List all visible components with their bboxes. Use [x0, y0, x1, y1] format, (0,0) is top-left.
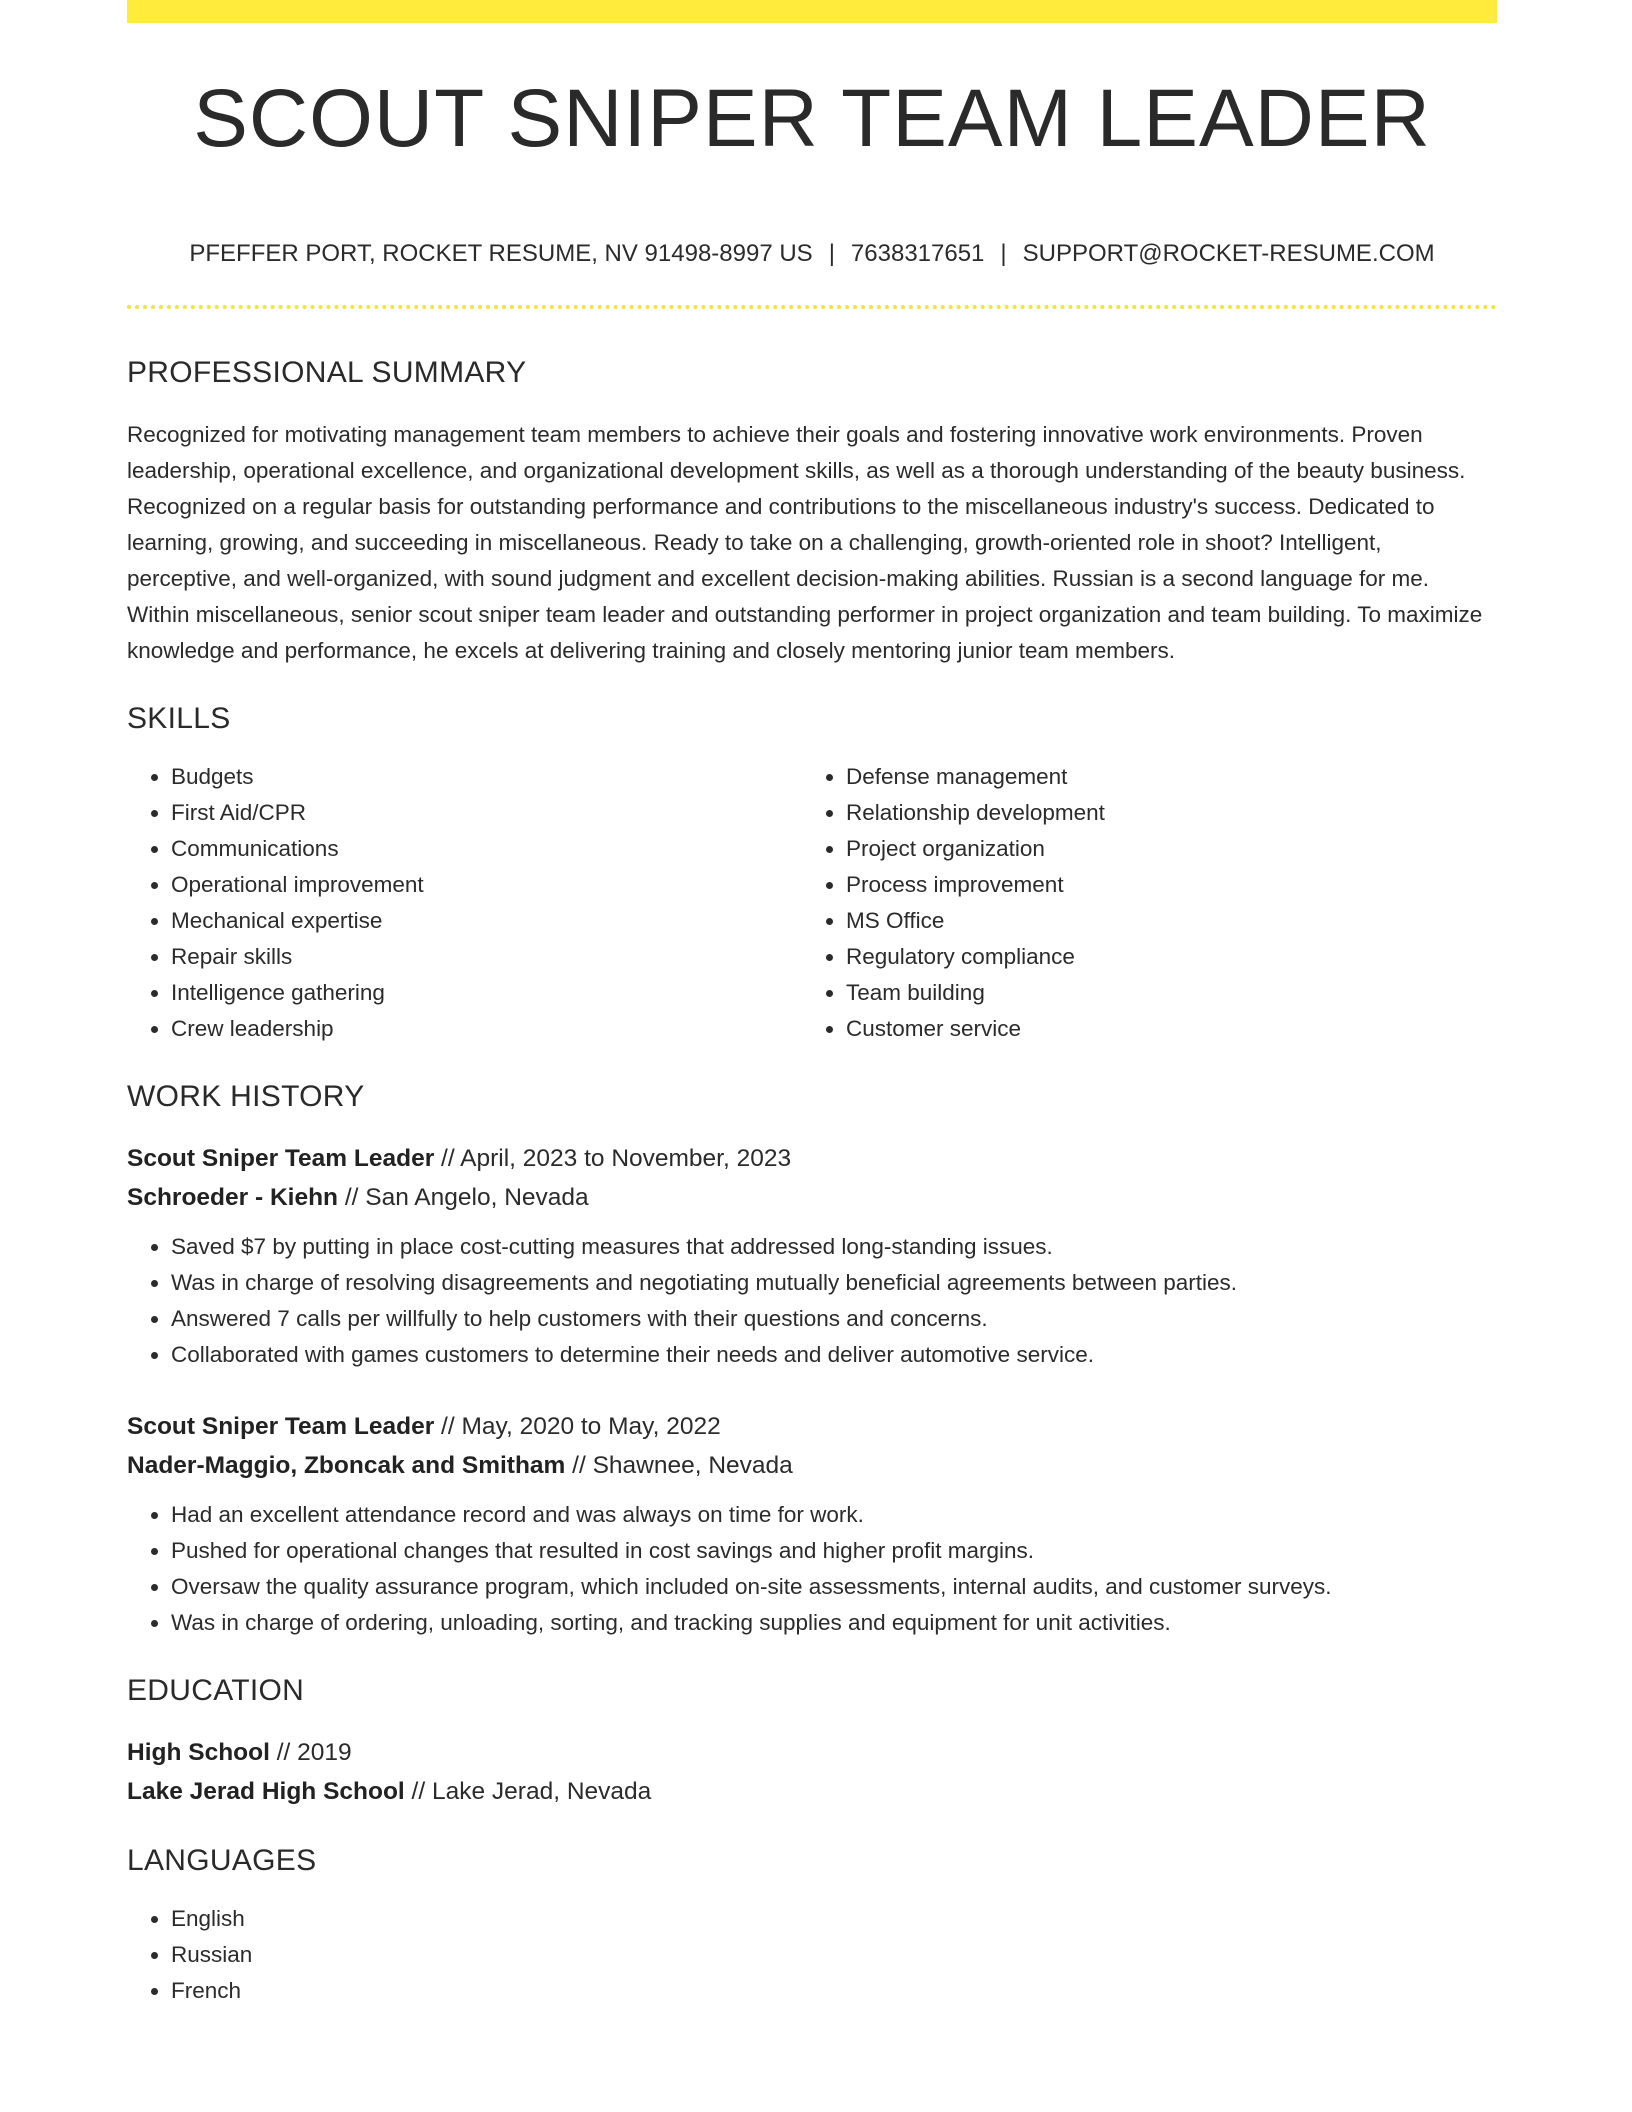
skill-item: • Defense management	[846, 759, 1477, 795]
resume-body	[127, 355, 1497, 2009]
skill-item: • MS Office	[846, 903, 1477, 939]
language-item: • Russian	[171, 1937, 1497, 1973]
skill-item: • Mechanical expertise	[171, 903, 802, 939]
skill-item: • Relationship development	[846, 795, 1477, 831]
job-dates: April, 2023 to November, 2023	[460, 1145, 792, 1172]
work-heading: WORK HISTORY	[127, 1080, 365, 1113]
skills-list-left	[127, 759, 802, 1047]
skill-item: • Repair skills	[171, 939, 802, 975]
job-divider: //	[434, 1145, 461, 1172]
dotted-divider	[127, 305, 1497, 309]
languages-heading: LANGUAGES	[127, 1844, 317, 1877]
job-bullets	[127, 1229, 1497, 1373]
job-location: Shawnee, Nevada	[592, 1452, 793, 1479]
job-bullet: • Answered 7 calls per willfully to help customers with their questions and concerns.	[171, 1301, 1497, 1337]
job-company-line	[127, 1178, 1497, 1217]
skill-item: • Process improvement	[846, 867, 1477, 903]
candidate-name: SCOUT SNIPER TEAM LEADER	[193, 73, 1431, 164]
skill-item: • Regulatory compliance	[846, 939, 1477, 975]
education-heading: EDUCATION	[127, 1674, 305, 1707]
job-location: San Angelo, Nevada	[365, 1184, 589, 1211]
education-divider: //	[269, 1739, 298, 1766]
skill-item: • First Aid/CPR	[171, 795, 802, 831]
education-degree: High School	[127, 1739, 270, 1766]
job-dates: May, 2020 to May, 2022	[461, 1413, 721, 1440]
education-location: Lake Jerad, Nevada	[431, 1778, 652, 1805]
job-bullet: • Had an excellent attendance record and was always on time for work.	[171, 1497, 1497, 1533]
skills-list-right	[802, 759, 1477, 1047]
job-divider: //	[338, 1184, 366, 1211]
job-title-line	[127, 1407, 1497, 1446]
summary-section	[127, 355, 1497, 669]
contact-email: SUPPORT@ROCKET-RESUME.COM	[1022, 240, 1435, 267]
job-entry	[127, 1407, 1497, 1641]
skill-item: • Operational improvement	[171, 867, 802, 903]
job-divider: //	[565, 1452, 593, 1479]
skills-columns	[127, 759, 1497, 1047]
language-item: • English	[171, 1901, 1497, 1937]
job-divider: //	[434, 1413, 462, 1440]
education-school: Lake Jerad High School	[127, 1778, 405, 1805]
education-school-line	[127, 1772, 1497, 1811]
education-section	[127, 1673, 1497, 1811]
skill-item: • Team building	[846, 975, 1477, 1011]
education-year: 2019	[297, 1739, 352, 1766]
job-entry	[127, 1139, 1497, 1373]
job-company: Schroeder - Kiehn	[127, 1184, 339, 1211]
job-bullet: • Saved $7 by putting in place cost-cutting measures that addressed long-standing issues.	[171, 1229, 1497, 1265]
work-section	[127, 1079, 1497, 1641]
skill-item: • Customer service	[846, 1011, 1477, 1047]
job-bullet: • Was in charge of ordering, unloading, sorting, and tracking supplies and equipment for unit activities.	[171, 1605, 1497, 1641]
job-bullet: • Pushed for operational changes that resulted in cost savings and higher profit margins.	[171, 1533, 1497, 1569]
skills-heading: SKILLS	[127, 702, 231, 735]
education-entry	[127, 1733, 1497, 1811]
accent-top-bar	[127, 0, 1497, 23]
skill-item: • Intelligence gathering	[171, 975, 802, 1011]
language-item: • French	[171, 1973, 1497, 2009]
job-title-line	[127, 1139, 1497, 1178]
job-bullet: • Was in charge of resolving disagreements and negotiating mutually beneficial agreements between parties.	[171, 1265, 1497, 1301]
contact-address: PFEFFER PORT, ROCKET RESUME, NV 91498-8997 US	[189, 240, 813, 267]
job-bullet: • Oversaw the quality assurance program, which included on-site assessments, internal audits, and customer surveys.	[171, 1569, 1497, 1605]
skill-item: • Crew leadership	[171, 1011, 802, 1047]
education-divider: //	[404, 1778, 432, 1805]
job-title: Scout Sniper Team Leader	[127, 1413, 435, 1440]
summary-text: Recognized for motivating management team members to achieve their goals and fostering innovative work environments. Proven leadership, operational excellence, and organizational development skills, as well as a thorough understanding of the beauty business. Recognized on a regular basis for outstanding performance and contributions to the miscellaneous industry's success. Dedicated to learning, growing, and succeeding in miscellaneous. Ready to take on a challenging, growth-oriented role in shoot? Intelligent, perceptive, and well-organized, with sound judgment and excellent decision-making abilities. Russian is a second language for me. Within miscellaneous, senior scout sniper team leader and outstanding performer in project organization and team building. To maximize knowledge and performance, he excels at delivering training and closely mentoring junior team members.	[127, 422, 1483, 663]
contact-line	[127, 240, 1497, 269]
job-bullet: • Collaborated with games customers to determine their needs and deliver automotive service.	[171, 1337, 1497, 1373]
education-degree-line	[127, 1733, 1497, 1772]
job-company: Nader-Maggio, Zboncak and Smitham	[127, 1452, 566, 1479]
summary-heading: PROFESSIONAL SUMMARY	[127, 356, 527, 389]
languages-list	[127, 1901, 1497, 2009]
contact-separator: |	[828, 240, 835, 267]
job-bullets	[127, 1497, 1497, 1641]
skill-item: • Communications	[171, 831, 802, 867]
skill-item: • Project organization	[846, 831, 1477, 867]
skill-item: • Budgets	[171, 759, 802, 795]
contact-separator: |	[1000, 240, 1007, 267]
contact-phone: 7638317651	[850, 240, 985, 267]
job-title: Scout Sniper Team Leader	[127, 1145, 435, 1172]
languages-section	[127, 1843, 1497, 2009]
job-company-line	[127, 1446, 1497, 1485]
skills-section	[127, 701, 1497, 1047]
